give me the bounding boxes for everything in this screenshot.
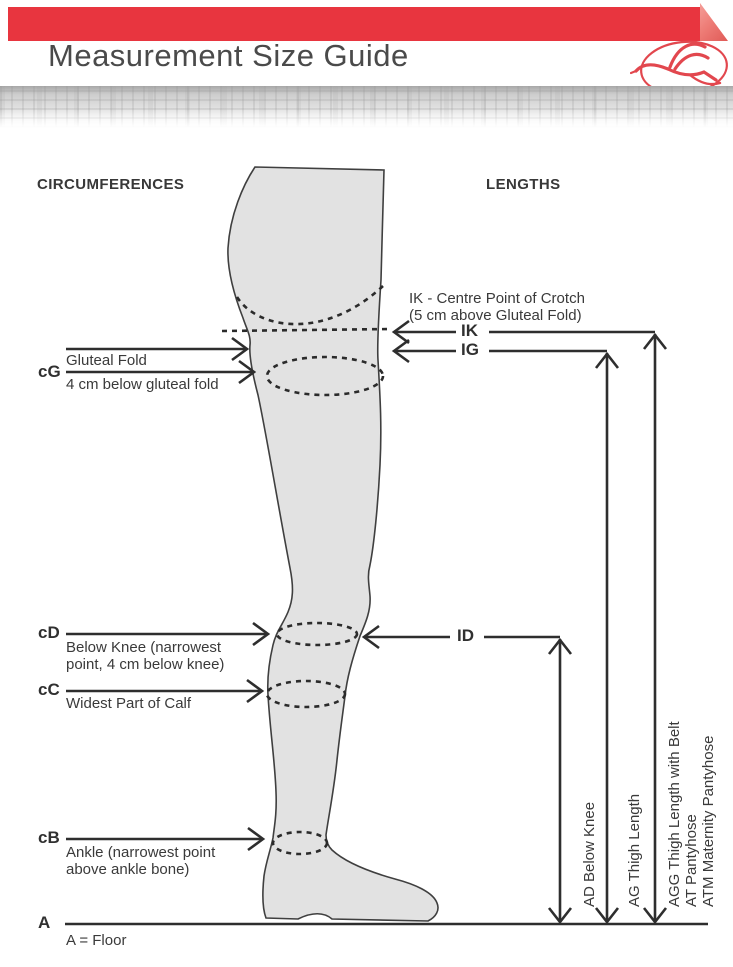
ik-note <box>409 290 585 324</box>
cd-caption-1: Below Knee (narrowest <box>66 639 222 656</box>
cg-code: cG <box>38 362 61 381</box>
atm-vertical-label: ATM Maternity Pantyhose <box>700 735 717 907</box>
ad-length-line <box>549 639 571 922</box>
cg-caption-2: 4 cm below gluteal fold <box>66 376 219 393</box>
cd-caption-2: point, 4 cm below knee) <box>66 656 225 673</box>
ik-note-line1: IK - Centre Point of Crotch <box>409 290 585 307</box>
leg-silhouette <box>228 167 438 921</box>
ag-vertical-label: AG Thigh Length <box>626 793 643 907</box>
ik-note-line2: (5 cm above Gluteal Fold) <box>409 307 582 324</box>
ag-length-line <box>596 353 618 922</box>
cg-caption-1: Gluteal Fold <box>66 352 147 369</box>
id-label: ID <box>457 626 474 645</box>
at-vertical-label: AT Pantyhose <box>683 814 700 907</box>
floor-code: A <box>38 913 51 932</box>
agg-vertical-label-block <box>666 721 717 907</box>
ig-arrow <box>394 340 607 362</box>
ig-label: IG <box>461 340 479 359</box>
cc-code: cC <box>38 680 60 699</box>
cb-caption-2: above ankle bone) <box>66 861 190 878</box>
lengths-heading: LENGTHS <box>486 176 561 193</box>
cc-caption: Widest Part of Calf <box>66 695 192 712</box>
agg-vertical-label: AGG Thigh Length with Belt <box>666 721 683 907</box>
cd-caption <box>66 639 224 673</box>
circumferences-heading: CIRCUMFERENCES <box>37 176 185 193</box>
ik-label: IK <box>461 321 478 340</box>
floor-caption: A = Floor <box>66 932 127 949</box>
agg-length-line <box>644 334 666 922</box>
page-title: Measurement Size Guide <box>48 38 409 73</box>
cb-caption <box>66 844 215 878</box>
cb-caption-1: Ankle (narrowest point <box>66 844 216 861</box>
cb-code: cB <box>38 828 60 847</box>
ad-vertical-label: AD Below Knee <box>581 801 598 907</box>
cd-code: cD <box>38 623 60 642</box>
ik-arrow <box>394 321 655 343</box>
